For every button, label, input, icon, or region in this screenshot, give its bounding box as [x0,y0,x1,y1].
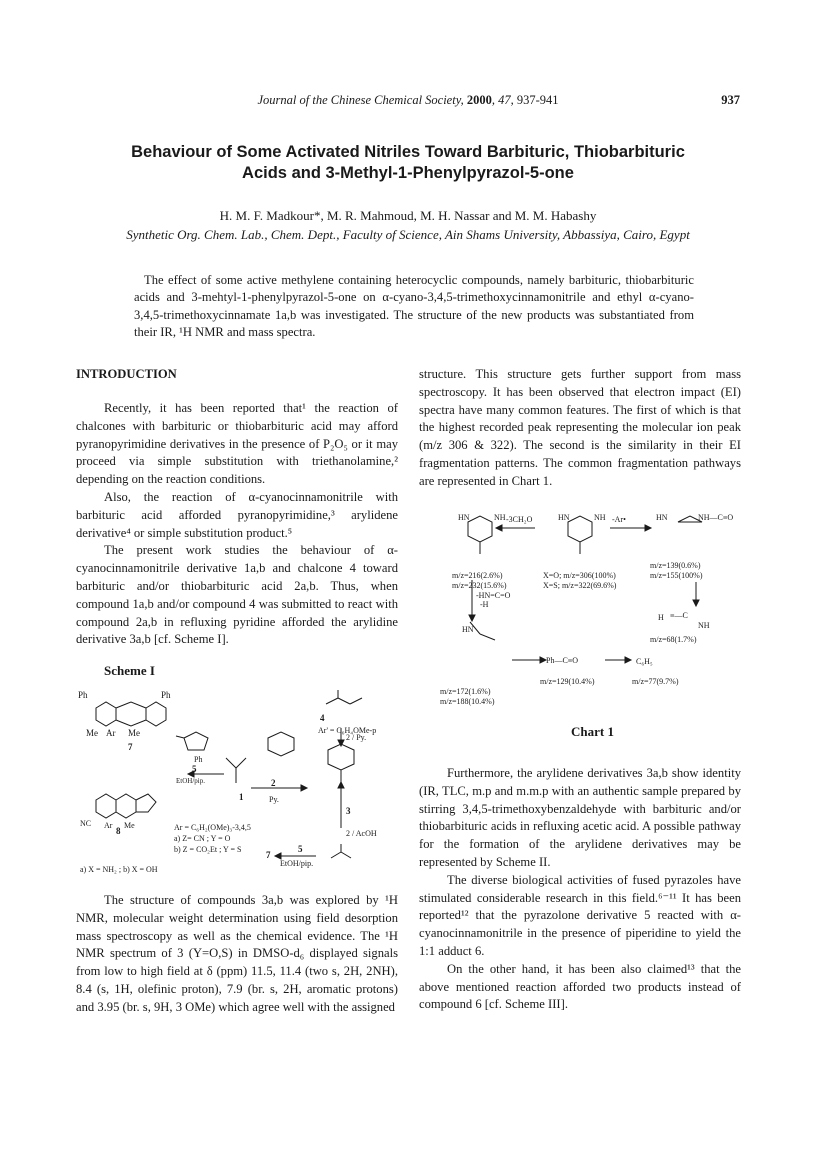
svg-text:Me: Me [124,821,135,830]
compound-label: 7 [128,742,133,752]
definition: a) X = NH₂ ; b) X = OH [80,865,158,874]
right-column-text-bottom [419,765,741,1014]
left-column-text [76,400,398,649]
title-line-2: Acids and 3-Methyl-1-Phenylpyrazol-5-one [242,164,574,182]
svg-text:HN: HN [462,625,474,634]
svg-text:NH: NH [594,513,606,522]
journal-volume: 47 [498,93,511,107]
right-column-text-top [419,366,741,491]
svg-text:Ar: Ar [104,821,113,830]
compound-label: 8 [116,826,121,836]
mz-label: m/z=172(1.6%) [440,687,491,696]
paragraph: The present work studies the behaviour of α-cyanocinnamonitrile derivative 1a,b and chalcone 4 toward barbituric and/or thiobarbituric acid 2a,b. Thus, when compound 1a,b and/or compound 4 was submitted to react with compound 2a,b in refluxing pyridine afforded the arylidine derivative 3a,b [cf. Scheme I]. [76,543,398,647]
paper-title [90,142,726,184]
svg-text:H: H [658,613,664,622]
introduction-heading [76,366,398,384]
mz-label: m/z=216(2.6%) [452,571,503,580]
definition: Ar = C₆H₂(OMe)₃-3,4,5 [174,823,251,832]
abstract: The effect of some active methylene containing heterocyclic compounds, namely barbituric, thiobarbituric acids and 3-mehtyl-1-phenylpyrazol-5-one on α-cyano-3,4,5-trimethoxycinnamonitrile and ethyl α-cyano-3,4,5-trimethoxycinnamate 1a,b was investigated. The structure of the new products was substantiated from their IR, ¹H NMR and mass spectra. [134,273,694,340]
paragraph: Recently, it has been reported that¹ the reaction of chalcones with barbituric or thiobarbituric acid may afford pyranopyrimidine derivatives in the presence of P₂O₅ or it may proceed via simple substitution with triethanolamine,² depending on the reaction conditions. [76,401,398,487]
mz-label: X=S; m/z=322(69.6%) [543,581,617,590]
affiliation: Synthetic Org. Chem. Lab., Chem. Dept., Faculty of Science, Ain Shams University, Abbassiya, Cairo, Egypt [126,227,690,242]
condition-label: 2 / Py. [346,733,367,742]
svg-text:Ar: Ar [106,728,116,738]
definition: a) Z= CN ; Y = O [174,834,231,843]
svg-text:HN: HN [458,513,470,522]
paragraph: Furthermore, the arylidene derivatives 3a,b show identity (IR, TLC, m.p and m.m.p with an authentic sample prepared by stirring 3,4,5-trimethoxybenzaldehyde with barbituric and/or thiobarbituric acids in refluxing acetic acid. A possible pathway for the formation of the arylidene derivatives may be represented by Scheme II. [419,766,741,869]
svg-text:HN: HN [558,513,570,522]
compound-label: 5 [298,844,303,854]
svg-text:≡—C: ≡—C [670,611,688,620]
compound-label: 7 [266,850,271,860]
condition-label: EtOH/pip. [280,859,314,868]
definition: Ar' = C₆H₄OMe-p [318,726,377,735]
svg-text:Me: Me [86,728,98,738]
running-header: Journal of the Chinese Chemical Society, 2000, 47, 937-941 [257,93,559,107]
paragraph: The structure of compounds 3a,b was explored by ¹H NMR, molecular weight determination using field desorption mass spectroscopy as well as the chemical evidence. The ¹H NMR spectrum of 3 (Y=O,S) in DMSO-d₆ displayed signals from low to high field at δ (ppm) 11.5, 11.4 (two s, 2H, 2NH), 8.4 (s, 1H, olefinic proton), 7.9 (br. s, 2H, aromatic protons) and 3.95 (br. s, 9H, 3 OMe) which agree well with the assigned [76,893,398,1014]
svg-text:NH: NH [494,513,506,522]
fragment: C₆H₅ [636,657,653,666]
chart-1-title: Chart 1 [571,724,614,739]
svg-text:Ph: Ph [194,755,203,764]
chart-1-figure [440,500,740,720]
scheme-i-figure [76,688,406,878]
ring [116,702,146,726]
svg-text:NH: NH [698,621,710,630]
mz-label: m/z=68(1.7%) [650,635,697,644]
mz-label: X=O; m/z=306(100%) [543,571,616,580]
page-number: 937 [721,93,740,107]
paragraph: structure. This structure gets further support from mass spectroscopy. It has been observed that electron impact (EI) spectra have many common features. The first of which is that the highest recorded peak representing the molecular ion peak (m/z 306 & 322). The second is the similarity in their EI fragmentation patterns. The common fragmentation pathways are represented in Chart 1. [419,367,741,488]
paragraph: On the other hand, it has been also claimed¹³ that the above mentioned reaction afforded two products instead of compound 6 [cf. Scheme III]. [419,961,741,1012]
fragment-loss: -HN=C=O [476,591,511,600]
section-heading: INTRODUCTION [76,367,177,381]
mz-label: m/z=77(9.7%) [632,677,679,686]
journal-year: 2000 [466,93,492,107]
compound-label: 3 [346,806,351,816]
mz-label: m/z=155(100%) [650,571,703,580]
condition-label: Py. [269,795,279,804]
left-column-text-bottom [76,892,398,1017]
paragraph: The diverse biological activities of fused pyrazoles have stimulated considerable research in this field.⁶⁻¹¹ It has been reported¹² that the pyrazolone derivative 5 reacted with α-cyanocinnamonitrile in the presence of piperidine to yield the 1:1 adduct 6. [419,872,741,958]
scheme-i-title: Scheme I [104,663,155,678]
journal-name: Journal of the Chinese Chemical Society, [257,93,464,107]
compound-label: 2 [271,778,276,788]
svg-text:Ph—C≡O: Ph—C≡O [546,656,579,665]
definition: b) Z = CO₂Et ; Y = S [174,845,242,854]
paragraph: Also, the reaction of α-cyanocinnamonitrile with barbituric acid afforded pyranopyrimidine,³ arylidene derivative⁴ or simple substitution product.⁵ [76,489,398,540]
fragment-loss: -H [480,600,489,609]
mz-label: m/z=129(10.4%) [540,677,595,686]
svg-text:Me: Me [128,728,140,738]
mz-label: m/z=188(10.4%) [440,697,495,706]
svg-text:NC: NC [80,819,92,828]
svg-text:HN: HN [656,513,668,522]
fragment-loss: -3CH₂O [506,515,533,524]
ring [96,702,116,726]
fragment-loss: -Ar• [612,515,626,524]
journal-pages: 937-941 [516,93,559,107]
svg-text:NH—C≡O: NH—C≡O [698,513,734,522]
title-line-1: Behaviour of Some Activated Nitriles Toward Barbituric, Thiobarbituric [131,143,685,161]
condition-label: EtOH/pip. [176,777,205,785]
authors: H. M. F. Madkour*, M. R. Mahmoud, M. H. Nassar and M. M. Habashy [219,208,597,223]
condition-label: 2 / AcOH [346,829,377,838]
ring [146,702,166,726]
mz-label: m/z=139(0.6%) [650,561,701,570]
svg-text:Ph: Ph [78,690,88,700]
compound-label: 1 [239,792,244,802]
compound-label: 5 [192,764,197,774]
svg-text:Ph: Ph [161,690,171,700]
mz-label: m/z=232(15.6%) [452,581,507,590]
compound-label: 4 [320,713,325,723]
